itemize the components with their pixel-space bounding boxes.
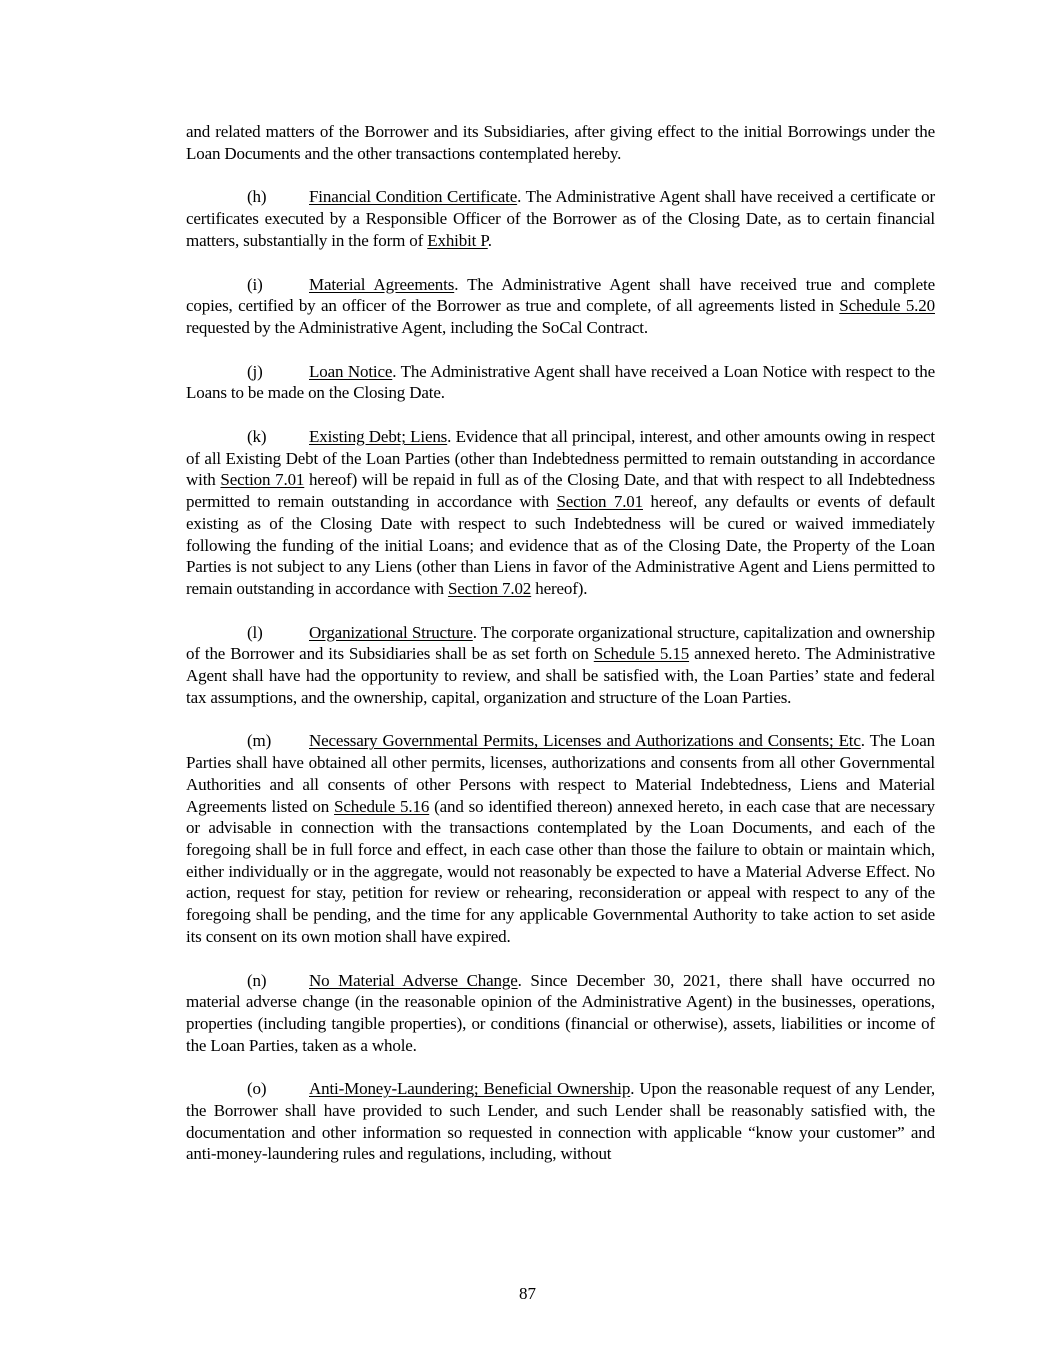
paragraph [186, 274, 935, 339]
paragraph-label: (j) [247, 361, 263, 381]
underlined-reference: Schedule 5.15 [593, 644, 690, 664]
paragraph [186, 361, 935, 404]
underlined-reference: Section 7.01 [556, 492, 643, 512]
text-run: . Since December 30, 2021, there shall have occurred no material adverse change (in the reasonable opinion of the Administrative Agent) in the businesses, operations, properties (including tangible properties), or conditions (financial or otherwise), assets, liabilities or income of the Loan Parties, taken as a whole. [186, 970, 935, 1055]
text-run: . Evidence that all principal, interest, and other amounts owing in respect of all Existing Debt of the Loan Parties (other than Indebtedness permitted to remain outstanding in accordance with [186, 427, 935, 490]
underlined-reference: Necessary Governmental Permits, Licenses and Authorizations and Consents; Etc [309, 731, 861, 751]
underlined-reference: Exhibit P [427, 230, 488, 250]
underlined-reference: Financial Condition Certificate [309, 187, 518, 207]
underlined-reference: Material Agreements [309, 274, 455, 294]
underlined-reference: Anti-Money-Laundering; Beneficial Ownership [309, 1079, 631, 1099]
paragraph [186, 622, 935, 709]
paragraph-label: (i) [247, 274, 263, 294]
underlined-reference: Schedule 5.16 [334, 796, 430, 816]
underlined-reference: Schedule 5.20 [839, 296, 935, 316]
text-run: . The Loan Parties shall have obtained all other permits, licenses, authorizations and consents from all other Governmental Authorities and all consents of other Persons with respect to Material Indebtedness, Liens and Material Agreements listed on [186, 731, 935, 816]
text-run: . The corporate organizational structure, capitalization and ownership of the Borrower and its Subsidiaries shall be as set forth on [186, 622, 935, 664]
text-run: . The Administrative Agent shall have received a Loan Notice with respect to the Loans to be made on the Closing Date. [186, 361, 936, 403]
page-number: 87 [519, 1284, 536, 1303]
text-run: . Upon the reasonable request of any Lender, the Borrower shall have provided to such Lender, and such Lender shall be reasonably satisfied with, the documentation and other information so requested in connection with applicable “know your customer” and anti-money-laundering rules and regulations, including, without [186, 1079, 935, 1164]
underlined-reference: Organizational Structure [309, 622, 473, 642]
paragraph-label: (l) [247, 622, 263, 642]
text-run: . [487, 230, 492, 250]
paragraph [186, 730, 935, 947]
paragraph [186, 1078, 935, 1165]
text-run: annexed hereto. The Administrative Agent shall have had the opportunity to review, and shall be satisfied with, the Loan Parties’ state and federal tax assumptions, and the ownership, capital, organization and structure of the Loan Parties. [186, 644, 936, 707]
text-run: hereof) will be repaid in full as of the Closing Date, and that with respect to all Indebtedness permitted to remain outstanding in accordance with [186, 470, 935, 512]
underlined-reference: Section 7.02 [447, 578, 532, 598]
paragraph [186, 186, 935, 251]
paragraph [186, 426, 935, 600]
text-run: hereof). [531, 578, 588, 598]
text-run: . The Administrative Agent shall have received true and complete copies, certified by an officer of the Borrower as true and complete, of all agreements listed in [186, 274, 935, 316]
underlined-reference: Section 7.01 [220, 470, 305, 490]
text-run: hereof, any defaults or events of default existing as of the Closing Date with respect to such Indebtedness will be cured or waived immediately following the funding of the initial Loans; and evidence that as of the Closing Date, the Property of the Loan Parties is not subject to any Liens (other than Liens in favor of the Administrative Agent and Liens permitted to remain outstanding in accordance with [186, 492, 935, 598]
paragraph-label: (m) [247, 731, 272, 751]
document-body [186, 121, 935, 1187]
paragraph [186, 970, 935, 1057]
underlined-reference: Existing Debt; Liens [309, 427, 448, 447]
underlined-reference: No Material Adverse Change [309, 970, 518, 990]
text-run: . The Administrative Agent shall have received a certificate or certificates executed by a Responsible Officer of the Borrower as of the Closing Date, as to certain financial matters, substantially in the form of [186, 187, 935, 250]
text-run: and related matters of the Borrower and its Subsidiaries, after giving effect to the initial Borrowings under the Loan Documents and the other transactions contemplated hereby. [186, 122, 935, 163]
text-run: requested by the Administrative Agent, including the SoCal Contract. [186, 317, 648, 337]
paragraph-label: (o) [247, 1079, 267, 1099]
paragraph-label: (k) [247, 427, 267, 447]
paragraph-label: (n) [247, 970, 267, 990]
text-run: (and so identified thereon) annexed hereto, in each case that are necessary or advisable in connection with the transactions contemplated by the Loan Documents, and each of the foregoing shall be in full force and effect, in each case other than those the failure to obtain or maintain which, either individually or in the aggregate, would not reasonably be expected to have a Material Adverse Effect. No action, request for stay, petition for review or rehearing, reconsideration or appeal with respect to any of the foregoing shall be pending, and the time for any applicable Governmental Authority to take action to set aside its consent on its own motion shall have expired. [186, 796, 935, 946]
underlined-reference: Loan Notice [309, 361, 393, 381]
paragraph-label: (h) [247, 187, 267, 207]
paragraph [186, 121, 935, 164]
